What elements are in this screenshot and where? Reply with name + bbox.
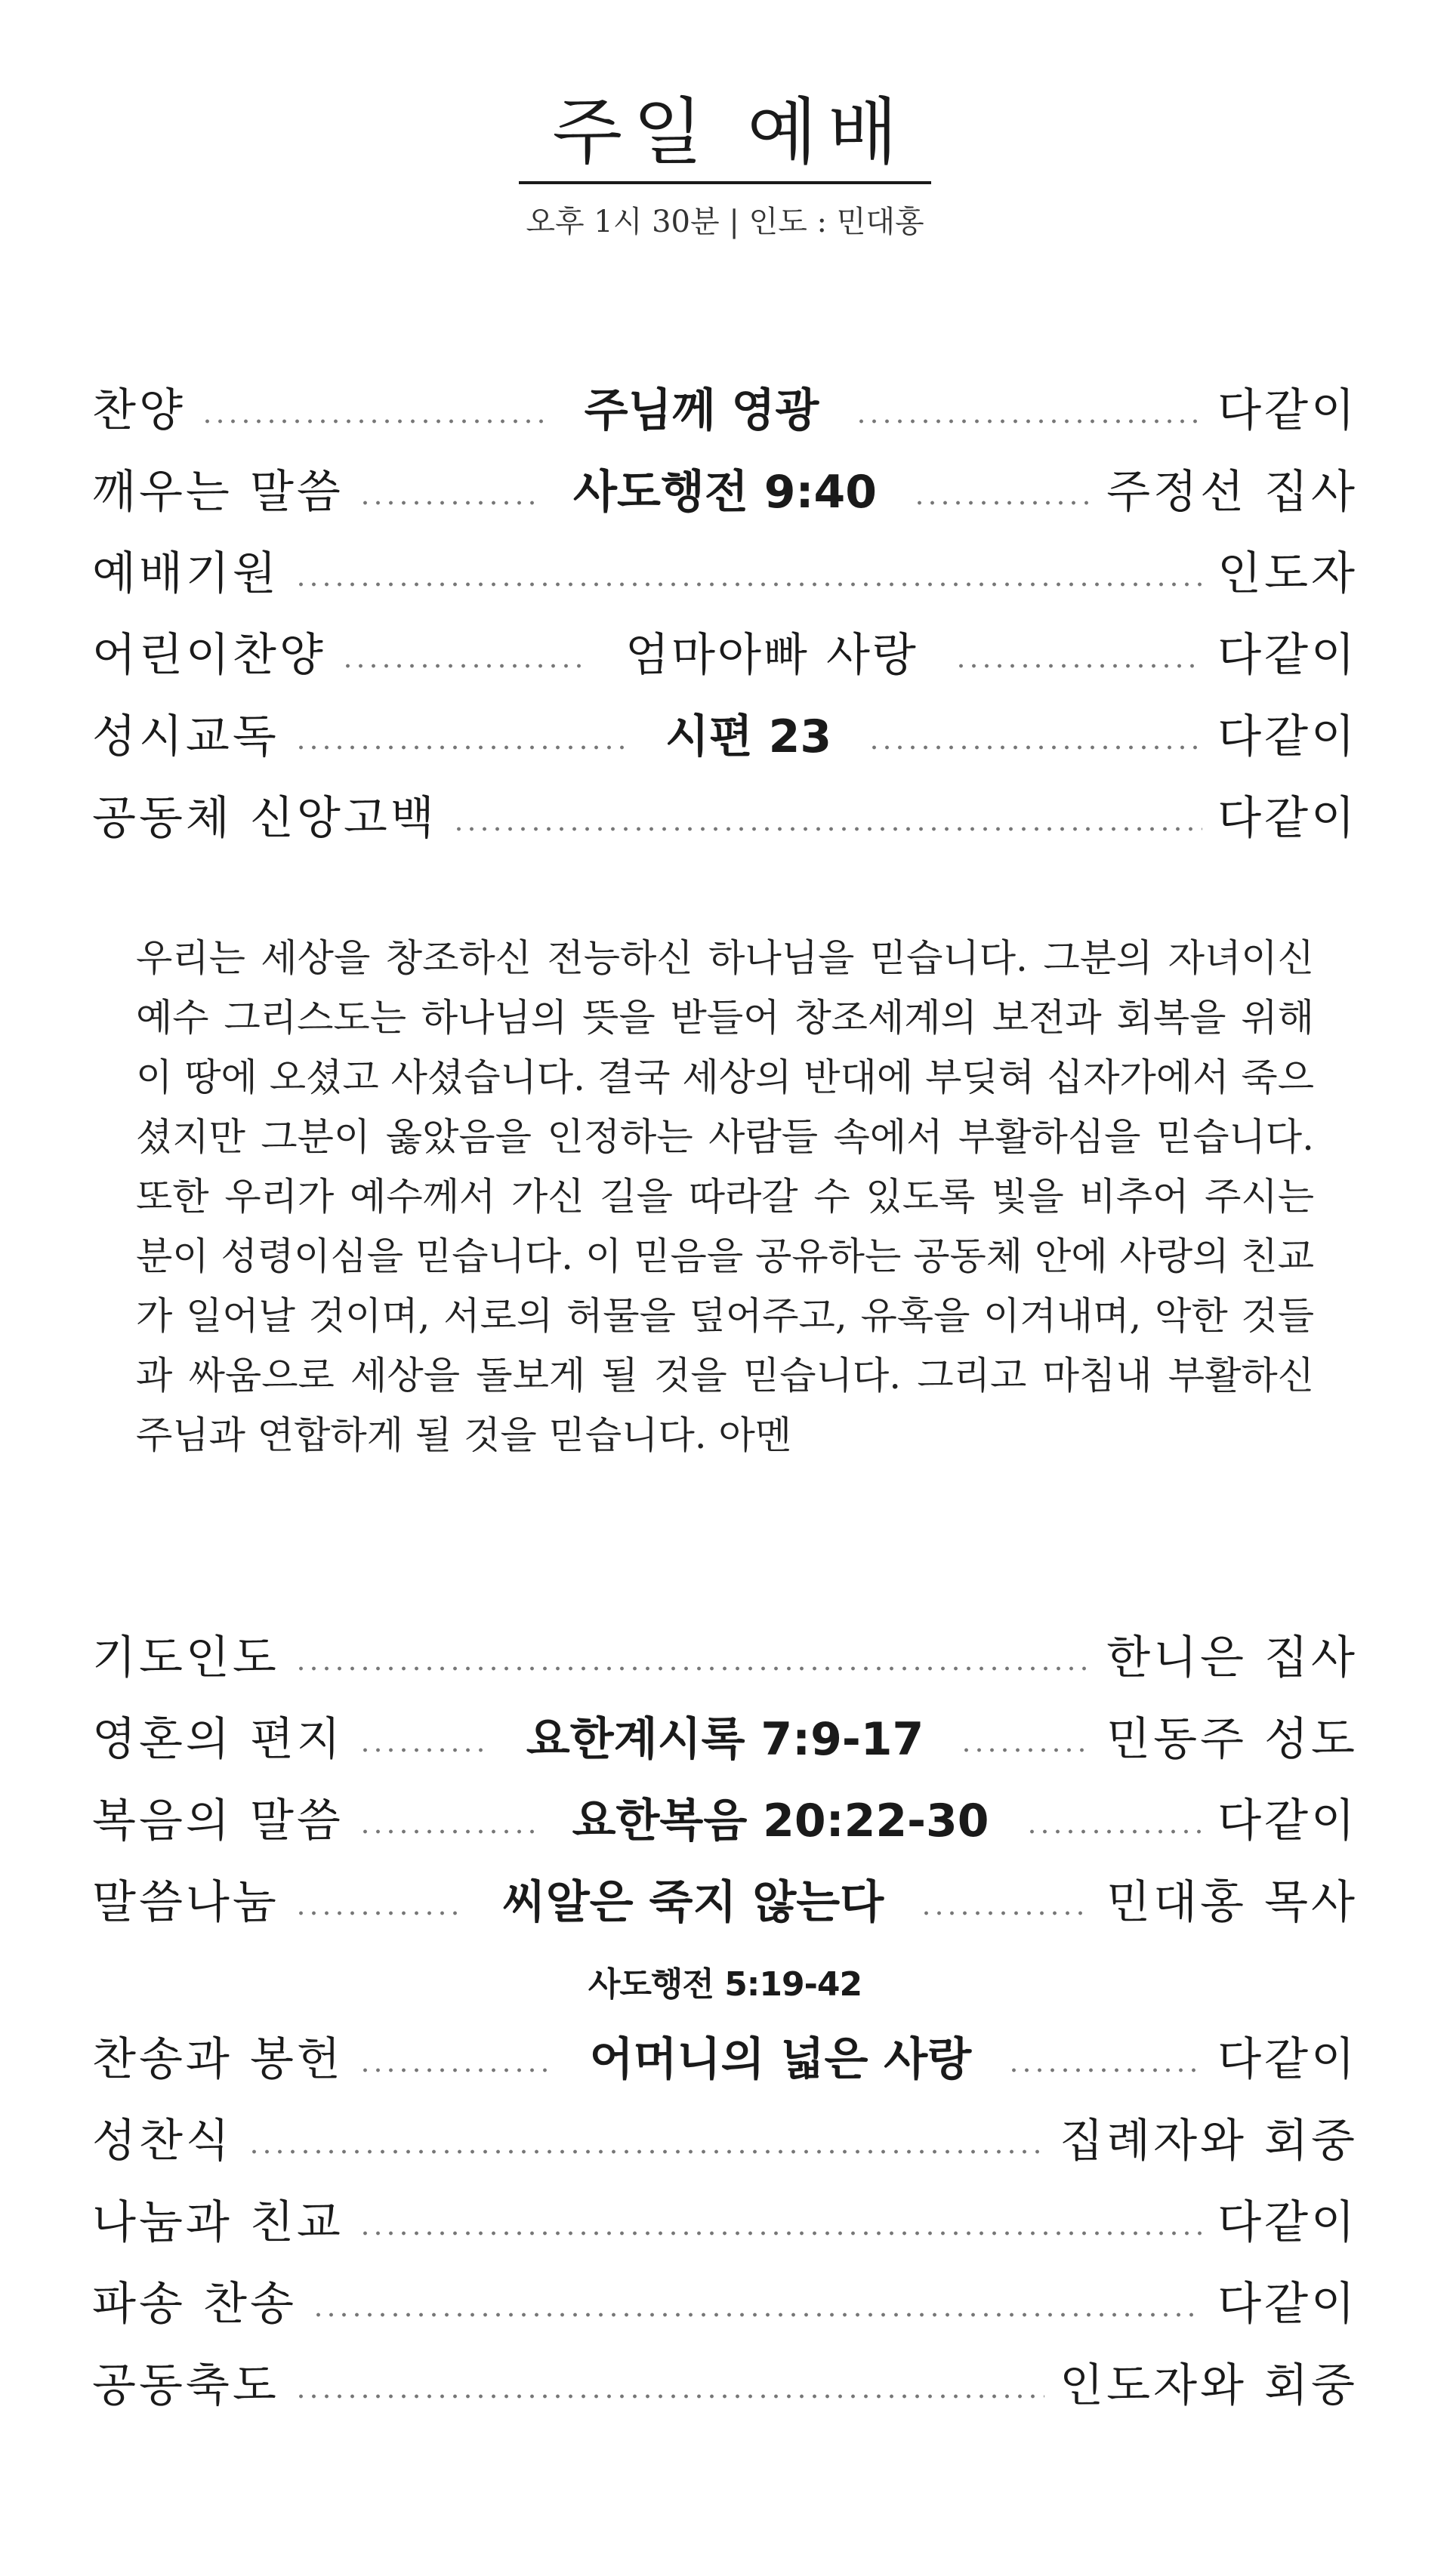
order-detail: 요한계시록 7:9-17 [526,1713,924,1766]
order-item: 기도인도 [92,1632,279,1684]
order-item: 예배기원 [92,547,279,600]
order-item: 파송 찬송 [92,2278,297,2331]
order-leader: 집례자와 회중 [1060,2115,1358,2168]
service-info: 오후 1시 30분 | 인도 : 민대홍 [526,205,924,240]
leader-dots [868,714,1202,760]
order-leader: 인도자 [1217,547,1358,600]
leader-dots [920,1880,1091,1925]
order-leader: 다같이 [1217,2033,1359,2086]
leader-dots [1007,2037,1202,2082]
order-leader: 다같이 [1217,710,1359,763]
order-row-offering [92,2019,1358,2100]
order-leader: 다같이 [1217,629,1359,682]
order-detail: 주님께 영광 [584,384,819,437]
order-detail: 씨알은 죽지 않는다 [501,1876,884,1929]
order-row-gospel [92,1780,1358,1862]
order-row-responsive-reading [92,696,1358,778]
order-leader: 민대홍 목사 [1106,1876,1358,1929]
bulletin-header [0,91,1450,241]
order-item: 성찬식 [92,2115,233,2168]
order-detail: 요한복음 20:22-30 [572,1795,989,1847]
order-detail: 어머니의 넓은 사랑 [589,2033,972,2086]
leader-dots [295,2363,1044,2408]
order-item: 찬양 [92,384,186,437]
order-of-worship-top [92,370,1358,859]
leader-dots [359,2200,1202,2245]
order-item: 공동축도 [92,2359,279,2412]
leader-dots [452,796,1202,841]
leader-dots [913,470,1091,515]
leader-dots [359,1717,490,1762]
order-row-benediction [92,2345,1358,2427]
leader-dots [312,2282,1202,2327]
order-leader: 한니은 집사 [1106,1632,1358,1684]
order-leader: 다같이 [1217,792,1358,845]
leader-dots [248,2118,1044,2164]
leader-dots [295,1880,466,1925]
order-leader: 인도자와 회중 [1060,2359,1358,2412]
leader-dots [359,1798,536,1844]
page-title: 주일 예배 [519,91,930,184]
order-leader: 주정선 집사 [1106,466,1358,519]
order-row-opening-word [92,451,1358,533]
order-leader: 다같이 [1217,384,1359,437]
leader-dots [955,633,1202,678]
leader-dots [201,388,548,433]
order-item: 나눔과 친교 [92,2196,344,2249]
order-row-prayer [92,1617,1358,1699]
order-leader: 민동주 성도 [1106,1713,1359,1766]
order-leader: 다같이 [1217,2278,1358,2331]
order-row-sending-hymn [92,2263,1358,2345]
order-item: 복음의 말씀 [92,1795,344,1847]
order-item: 깨우는 말씀 [92,466,344,519]
leader-dots [341,633,589,678]
creed-text: 우리는 세상을 창조하신 전능하신 하나님을 믿습니다. 그분의 자녀이신 예수 그리스도는 하나님의 뜻을 받들어 창조세계의 보전과 회복을 위해 이 땅에 오셨고 사셨습니다. 결국 세상의 반대에 부딪혀 십자가에서 죽으셨지만 그분이 옳았음을 인정하는 사람들 속에서 부활하심을 믿습니다. 또한 우리가 예수께서 가신 길을 따라갈 수 있도록 빛을 비추어 주시는 분이 성령이심을 믿습니다. 이 믿음을 공유하는 공동체 안에 사랑의 친교가 일어날 것이며, 서로의 허물을 덮어주고, 유혹을 이겨내며, 악한 것들과 싸움으로 세상을 돌보게 될 것을 믿습니다. 그리고 마침내 부활하신 주님과 연합하게 될 것을 믿습니다. 아멘 [136,936,1314,1457]
leader-dots [855,388,1202,433]
order-leader: 다같이 [1217,1795,1359,1847]
leader-dots [295,714,629,760]
order-row-children-praise [92,615,1358,696]
leader-dots [1026,1798,1203,1844]
order-item: 공동체 신앙고백 [92,792,437,845]
leader-dots [359,470,537,515]
order-row-fellowship [92,2182,1358,2263]
leader-dots [960,1717,1091,1762]
order-item: 성시교독 [92,710,279,763]
order-of-worship-bottom [92,1617,1358,2427]
leader-dots [295,1635,1091,1681]
order-row-praise [92,370,1358,451]
order-detail: 엄마아빠 사랑 [625,629,918,682]
order-row-letter [92,1699,1358,1780]
leader-dots [359,2037,554,2082]
order-item: 영혼의 편지 [92,1713,344,1766]
order-row-invocation [92,533,1358,615]
sermon-reference: 사도행전 5:19-42 [588,1965,862,2004]
order-row-sermon [92,1862,1358,1943]
order-detail: 시편 23 [665,710,832,763]
order-detail: 사도행전 9:40 [573,466,877,519]
leader-dots [295,551,1202,596]
order-item: 말씀나눔 [92,1876,279,1929]
order-row-creed [92,778,1358,859]
order-leader: 다같이 [1217,2196,1358,2249]
order-item: 어린이찬양 [92,629,326,682]
order-item: 찬송과 봉헌 [92,2033,344,2086]
order-row-communion [92,2100,1358,2182]
